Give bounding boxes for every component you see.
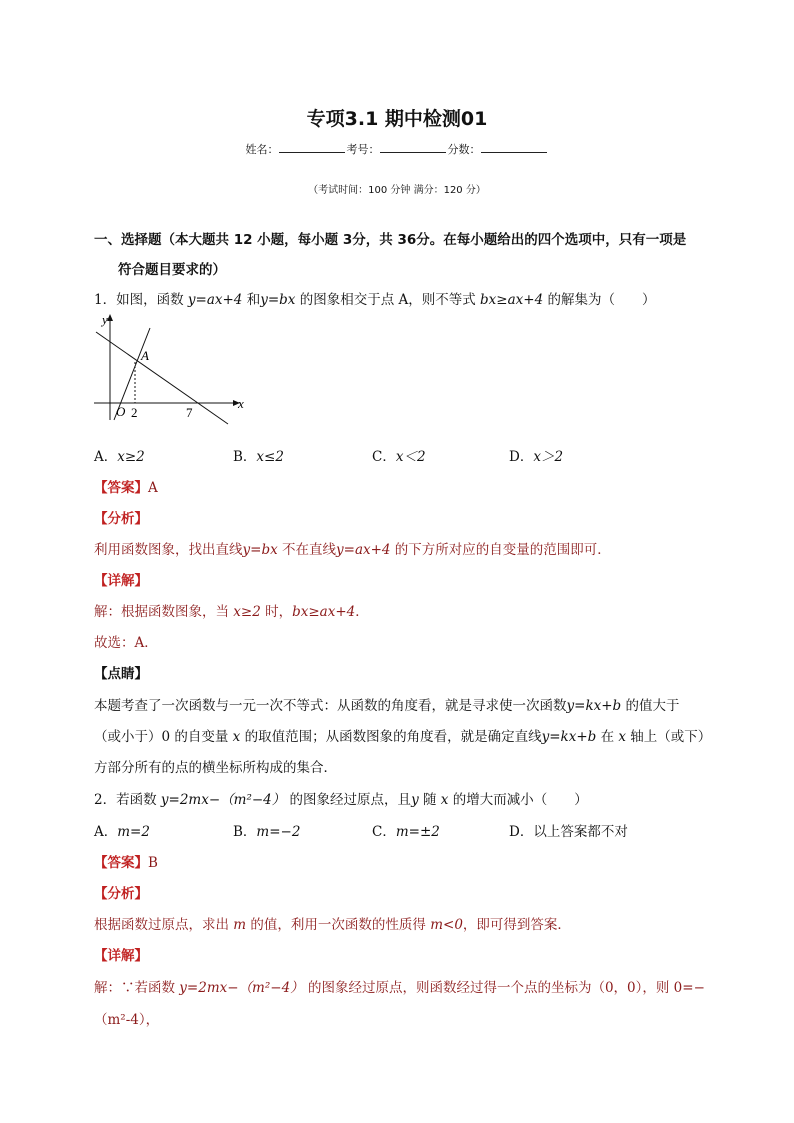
exam-no-label: 考号：	[346, 143, 380, 156]
q2-detail-tag: 【详解】	[94, 948, 148, 964]
q2-option-b[interactable]: B．m=−2	[233, 824, 301, 840]
q1-option-c[interactable]: C．x＜2	[372, 449, 426, 465]
q1-detail: 解：根据函数图象，当 x≥2 时，bx≥ax+4．	[94, 604, 369, 620]
q1-comment-tag: 【点睛】	[94, 666, 148, 682]
q1-comment-line3: 方部分所有的点的横坐标所构成的集合．	[94, 760, 337, 776]
q1-option-a[interactable]: A．x≥2	[94, 449, 145, 465]
q2-stem: 2．若函数 y=2mx−（m²−4） 的图象经过原点，且y 随 x 的增大而减小（ ）	[94, 792, 588, 808]
q1-option-d[interactable]: D．x＞2	[509, 449, 564, 465]
q2-option-c[interactable]: C．m=±2	[372, 824, 440, 840]
q1-comment-line2: （或小于）0 的自变量 x 的取值范围；从函数图象的角度看，就是确定直线y=kx+b 在 x 轴上（或下）	[94, 729, 712, 745]
x-axis-label: x	[238, 396, 244, 411]
q1-answer: 【答案】A	[94, 480, 158, 496]
y-axis-arrow	[107, 314, 113, 321]
score-label: 分数：	[447, 143, 481, 156]
exam-no-blank[interactable]	[380, 143, 446, 153]
page-title: 专项3.1 期中检测01	[306, 108, 488, 130]
point-a-label: A	[141, 348, 149, 363]
q1-option-b[interactable]: B．x≤2	[233, 449, 284, 465]
q2-detail-line1: 解：∵若函数 y=2mx−（m²−4） 的图象经过原点，则函数经过得一个点的坐标为（0，0），则 0=−	[94, 980, 705, 996]
name-blank[interactable]	[279, 143, 345, 153]
x-tick-7: 7	[186, 405, 193, 420]
origin-label: O	[116, 404, 126, 419]
section-heading-line1: 一、选择题（本大题共 12 小题，每小题 3分，共 36分。在每小题给出的四个选项中，只有一项是	[94, 232, 687, 248]
x-tick-2: 2	[131, 405, 138, 420]
q1-comment-line1: 本题考查了一次函数与一元一次不等式：从函数的角度看，就是寻求使一次函数y=kx+b 的值大于	[94, 698, 680, 714]
q1-graph	[88, 310, 258, 430]
q2-analysis: 根据函数过原点，求出 m 的值，利用一次函数的性质得 m<0，即可得到答案．	[94, 917, 571, 933]
q1-detail-tag: 【详解】	[94, 573, 148, 589]
section-heading-line2: 符合题目要求的）	[118, 262, 226, 278]
q1-analysis-tag: 【分析】	[94, 511, 148, 527]
q2-answer: 【答案】B	[94, 855, 158, 871]
q1-analysis: 利用函数图象，找出直线y=bx 不在直线y=ax+4 的下方所对应的自变量的范围即可．	[94, 542, 611, 558]
q2-option-a[interactable]: A．m=2	[94, 824, 150, 840]
score-blank[interactable]	[481, 143, 547, 153]
y-axis-label: y	[102, 312, 108, 327]
q1-stem: 1．如图，函数 y=ax+4 和y=bx 的图象相交于点 A，则不等式 bx≥ax+4 的解集为（ ）	[94, 292, 656, 308]
q2-analysis-tag: 【分析】	[94, 886, 148, 902]
exam-info: （考试时间：100 分钟 满分：120 分）	[308, 185, 486, 196]
name-label: 姓名：	[245, 143, 279, 156]
q1-choose: 故选：A．	[94, 635, 158, 651]
q2-detail-line2: （m²-4），	[94, 1012, 160, 1028]
student-info-line	[0, 141, 794, 157]
q2-option-d[interactable]: D．以上答案都不对	[509, 824, 628, 840]
